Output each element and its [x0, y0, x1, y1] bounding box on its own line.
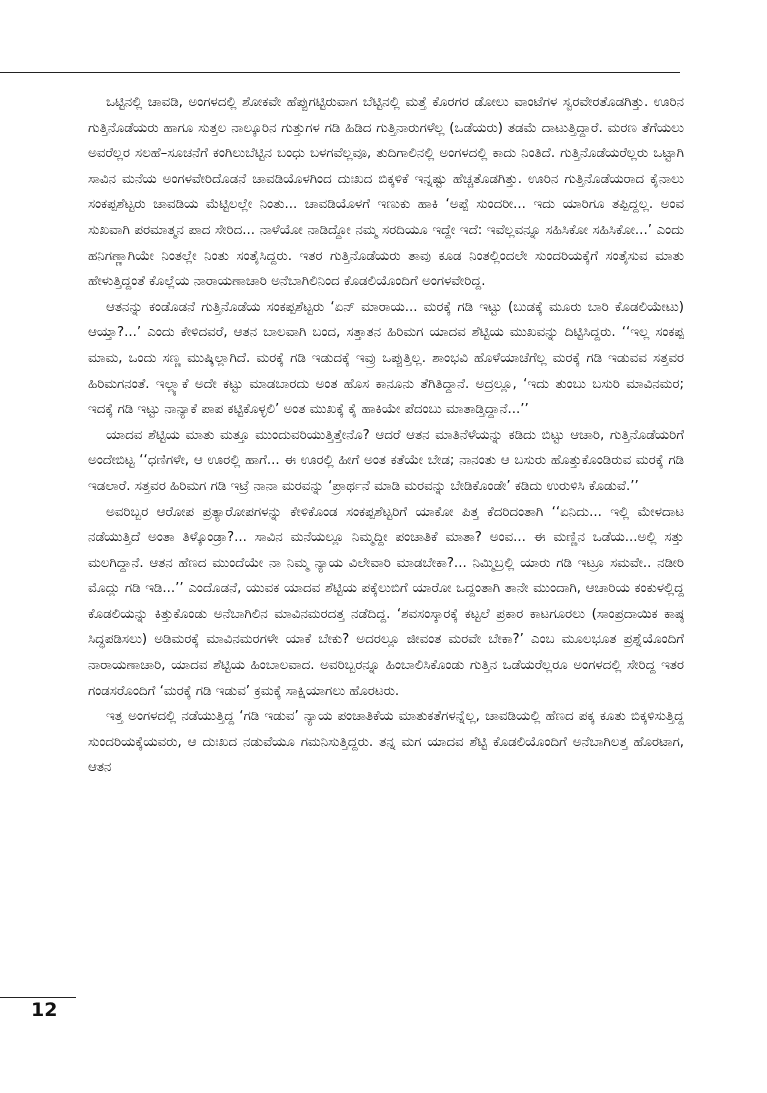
page-number: 12: [31, 999, 58, 1021]
footer-rule: [0, 997, 76, 998]
paragraph-2: ಆತನನ್ನು ಕಂಡೊಡನೆ ಗುತ್ತಿನೊಡೆಯ ಸಂಕಪ್ಪಶೆಟ್ಟರು ‘ಏನ್ ಮಾರಾಯ... ಮರಕ್ಕೆ ಗಡಿ ಇಟ್ಟು (ಬುಡಕ್ಕೆ ಮೂರು ಬಾರಿ ಕೊಡಲಿಯೇಟು) ಆಯ್ತಾ?...’ ಎಂದು ಕೇಳಿದವರೆ, ಆತನ ಬಾಲವಾಗಿ ಬಂದ, ಸತ್ತಾತನ ಹಿರಿಮಗ ಯಾದವ ಶೆಟ್ಟಿಯ ಮುಖವನ್ನು ದಿಟ್ಟಿಸಿದ್ದರು. ‘‘ಇಲ್ಲ ಸಂಕಪ್ಪ ಮಾಮ, ಒಂದು ಸಣ್ಣ ಮುಷ್ಕಿಲ್ಲಾಗಿದೆ. ಮರಕ್ಕೆ ಗಡಿ ಇಡುದಕ್ಕೆ ಇವ್ರು ಒಪ್ಪುತ್ತಿಲ್ಲ. ಶಾಂಭವಿ ಹೊಳೆಯಾಚೆಗೆಲ್ಲ ಮರಕ್ಕೆ ಗಡಿ ಇಡುವವ ಸತ್ತವರ ಹಿರಿಮಗನಂತೆ. ಇಲ್ಲ್ಯಾಕೆ ಅದೇ ಕಟ್ಟು ಮಾಡಬಾರದು ಅಂತ ಹೊಸ ಕಾನೂನು ತೆಗಿತಿದ್ದಾನೆ. ಅದ್ರಲ್ಲೂ, ‘ಇದು ತುಂಬು ಬಸುರಿ ಮಾವಿನಮರ; ಇದಕ್ಕೆ ಗಡಿ ಇಟ್ಟು ನಾನ್ಯಾಕೆ ಪಾಪ ಕಟ್ಟಿಕೊಳ್ಳಲಿ’ ಅಂತ ಮುಖಕ್ಕೆ ಕೈ ಹಾಕಿಯೇ ಪೆದಂಬು ಮಾತಾಡ್ತಿದ್ದಾನೆ...’’: [88, 299, 684, 418]
paragraph-4: ಅವರಿಬ್ಬರ ಆರೋಪ ಪ್ರತ್ಯಾರೋಪಗಳನ್ನು ಕೇಳಿಕೊಂಡ ಸಂಕಪ್ಪಶೆಟ್ಟರಿಗೆ ಯಾಕೋ ಪಿತ್ತ ಕೆದರಿದಂತಾಗಿ ‘‘ಏನಿದು... ಇಲ್ಲಿ ಮೇಳದಾಟ ನಡೆಯುತ್ತಿದೆ ಅಂತಾ ತಿಳ್ಕೊಂಡ್ರಾ?... ಸಾವಿನ ಮನೆಯಲ್ಲೂ ನಿಮ್ಮದ್ದೀ ಪಂಚಾತಿಕೆ ಮಾತಾ? ಅಂವ... ಈ ಮಣ್ಣಿನ ಒಡೆಯ...ಅಲ್ಲಿ ಸತ್ತು ಮಲಗಿದ್ದಾನೆ. ಆತನ ಹೆಣದ ಮುಂದೆಯೇ ನಾ ನಿಮ್ಮ ನ್ಯಾಯ ವಿಲೇವಾರಿ ಮಾಡಬೇಕಾ?... ನಿಮ್ಮಿಬ್ರಲ್ಲಿ ಯಾರು ಗಡಿ ಇಟ್ರೂ ಸಮವೇ.. ನಡೀರಿ ಮೊದ್ಲು ಗಡಿ ಇಡಿ...’’ ಎಂದೊಡನೆ, ಯುವಕ ಯಾದವ ಶೆಟ್ಟಿಯ ಪಕ್ಕೆಲುಬಿಗೆ ಯಾರೋ ಒದ್ದಂತಾಗಿ ತಾನೇ ಮುಂದಾಗಿ, ಆಚಾರಿಯ ಕಂಕುಳಲ್ಲಿದ್ದ ಕೊಡಲಿಯನ್ನು ಕಿತ್ತುಕೊಂಡು ಅನೆಬಾಗಿಲಿನ ಮಾವಿನಮರದತ್ತ ನಡೆದಿದ್ದ. ‘ಶವಸಂಸ್ಕಾರಕ್ಕೆ ಕಟ್ಟಲೆ ಪ್ರಕಾರ ಕಾಟಗೂರಲು (ಸಾಂಪ್ರದಾಯಿಕ ಕಾಷ್ಠ ಸಿದ್ಧಪಡಿಸಲು) ಅಡಿಮರಕ್ಕೆ ಮಾವಿನಮರಗಳೇ ಯಾಕೆ ಬೇಕು? ಅದರಲ್ಲೂ ಜೀವಂತ ಮರವೇ ಬೇಕಾ?’ ಎಂಬ ಮೂಲಭೂತ ಪ್ರಶ್ನೆಯೊಂದಿಗೆ ನಾರಾಯಣಾಚಾರಿ, ಯಾದವ ಶೆಟ್ಟಿಯ ಹಿಂಬಾಲವಾದ. ಅವರಿಬ್ಬರನ್ನೂ ಹಿಂಬಾಲಿಸಿಕೊಂಡು ಗುತ್ತಿನ ಒಡೆಯರೆಲ್ಲರೂ ಅಂಗಳದಲ್ಲಿ ಸೇರಿದ್ದ ಇತರ ಗಂಡಸರೊಂದಿಗೆ ‘ಮರಕ್ಕೆ ಗಡಿ ಇಡುವ’ ಕ್ರಮಕ್ಕೆ ಸಾಕ್ಷಿಯಾಗಲು ಹೊರಟರು.: [88, 504, 684, 699]
header-rule: [0, 72, 680, 73]
paragraph-5: ಇತ್ತ ಅಂಗಳದಲ್ಲಿ ನಡೆಯುತ್ತಿದ್ದ ‘ಗಡಿ ಇಡುವ’ ನ್ಯಾಯ ಪಂಚಾತಿಕೆಯ ಮಾತುಕತೆಗಳನ್ನೆಲ್ಲ, ಚಾವಡಿಯಲ್ಲಿ ಹೆಣದ ಪಕ್ಕ ಕೂತು ಬಿಕ್ಕಳಿಸುತ್ತಿದ್ದ ಸುಂದರಿಯಕ್ಕೆಯವರು, ಆ ದುಃಖದ ನಡುವೆಯೂ ಗಮನಿಸುತ್ತಿದ್ದರು. ತನ್ನ ಮಗ ಯಾದವ ಶೆಟ್ಟಿ ಕೊಡಲಿಯೊಂದಿಗೆ ಅನೆಬಾಗಿಲತ್ತ ಹೊರಟಾಗ, ಆತನ: [88, 709, 684, 776]
page-body: [88, 90, 684, 1020]
paragraph-1: ಒಟ್ಟಿನಲ್ಲಿ ಚಾವಡಿ, ಅಂಗಳದಲ್ಲಿ ಶೋಕವೇ ಹೆಪ್ಪುಗಟ್ಟಿರುವಾಗ ಬೆಟ್ಟಿನಲ್ಲಿ ಮತ್ತೆ ಕೊರಗರ ಡೋಲು ವಾಂಟೆಗಳ ಸ್ವರವೇರತೊಡಗಿತ್ತು. ಊರಿನ ಗುತ್ತಿನೊಡೆಯರು ಹಾಗೂ ಸುತ್ತಲ ನಾಲ್ಕೂರಿನ ಗುತ್ತುಗಳ ಗಡಿ ಹಿಡಿದ ಗುತ್ತಿನಾರುಗಳೆಲ್ಲ (ಒಡೆಯರು) ತಡಮೆ ದಾಟುತ್ತಿದ್ದಾರೆ. ಮರಣ ತೆಗೆಯಲು ಅವರೆಲ್ಲರ ಸಲಹೆ–ಸೂಚನೆಗೆ ಕಂಗಿಲುಬೆಟ್ಟಿನ ಬಂಧು ಬಳಗವೆಲ್ಲವೂ, ತುದಿಗಾಲಿನಲ್ಲಿ ಅಂಗಳದಲ್ಲಿ ಕಾದು ನಿಂತಿದೆ. ಗುತ್ತಿನೊಡೆಯರೆಲ್ಲರು ಒಟ್ಟಾಗಿ ಸಾವಿನ ಮನೆಯ ಅಂಗಳವೇರಿದೊಡನೆ ಚಾವಡಿಯೊಳಗಿಂದ ದುಃಖದ ಬಿಕ್ಕಳಿಕೆ ಇನ್ನಷ್ಟು ಹೆಚ್ಚತೊಡಗಿತ್ತು. ಊರಿನ ಗುತ್ತಿನೊಡೆಯರಾದ ಕೈನಾಲು ಸಂಕಪ್ಪಶೆಟ್ಟರು ಚಾವಡಿಯ ಮೆಟ್ಟಿಲಲ್ಲೇ ನಿಂತು... ಚಾವಡಿಯೊಳಗೆ ಇಣುಕು ಹಾಕಿ ‘ಅಪ್ಪೆ ಸುಂದರೀ... ಇದು ಯಾರಿಗೂ ತಪ್ಪಿದ್ದಲ್ಲ. ಅಂವ ಸುಖವಾಗಿ ಪರಮಾತ್ಮನ ಪಾದ ಸೇರಿದ... ನಾಳೆಯೋ ನಾಡಿದ್ದೋ ನಮ್ಮ ಸರದಿಯೂ ಇದ್ದೇ ಇದೆ: ಇವೆಲ್ಲವನ್ನೂ ಸಹಿಸಿಕೋ ಸಹಿಸಿಕೋ...’ ಎಂದು ಹನಿಗಣ್ಣಾಗಿಯೇ ನಿಂತಲ್ಲೇ ನಿಂತು ಸಂತೈಸಿದ್ದರು. ಇತರ ಗುತ್ತಿನೊಡೆಯರು ತಾವು ಕೂಡ ನಿಂತಲ್ಲಿಂದಲೇ ಸುಂದರಿಯಕ್ಕೆಗೆ ಸಂತೈಸುವ ಮಾತು ಹೇಳುತ್ತಿದ್ದಂತೆ ಕೊಲ್ಲೆಯ ನಾರಾಯಣಾಚಾರಿ ಅನೆಬಾಗಿಲಿನಿಂದ ಕೊಡಲಿಯೊಂದಿಗೆ ಅಂಗಳವೇರಿದ್ದ.: [88, 95, 684, 290]
paragraph-3: ಯಾದವ ಶೆಟ್ಟಿಯ ಮಾತು ಮತ್ತೂ ಮುಂದುವರಿಯುತ್ತಿತ್ತೇನೊ? ಆದರೆ ಆತನ ಮಾತಿನೆಳೆಯನ್ನು ಕಡಿದು ಬಿಟ್ಟು ಆಚಾರಿ, ಗುತ್ತಿನೊಡೆಯರಿಗೆ ಅಂದೇಬಿಟ್ಟ ‘‘ಧಣಿಗಳೇ, ಆ ಊರಲ್ಲಿ ಹಾಗೆ... ಈ ಊರಲ್ಲಿ ಹೀಗೆ ಅಂತ ಕತೆಯೇ ಬೇಡ; ನಾನಂತು ಆ ಬಸುರು ಹೊತ್ತುಕೊಂಡಿರುವ ಮರಕ್ಕೆ ಗಡಿ ಇಡಲಾರೆ. ಸತ್ತವರ ಹಿರಿಮಗ ಗಡಿ ಇಟ್ರೆ ನಾನಾ ಮರವನ್ನು ‘ಪ್ರಾರ್ಥನೆ ಮಾಡಿ ಮರವನ್ನು ಬೇಡಿಕೊಂಡೇ’ ಕಡಿದು ಉರುಳಿಸಿ ಕೊಡುವೆ.’’: [88, 427, 684, 494]
